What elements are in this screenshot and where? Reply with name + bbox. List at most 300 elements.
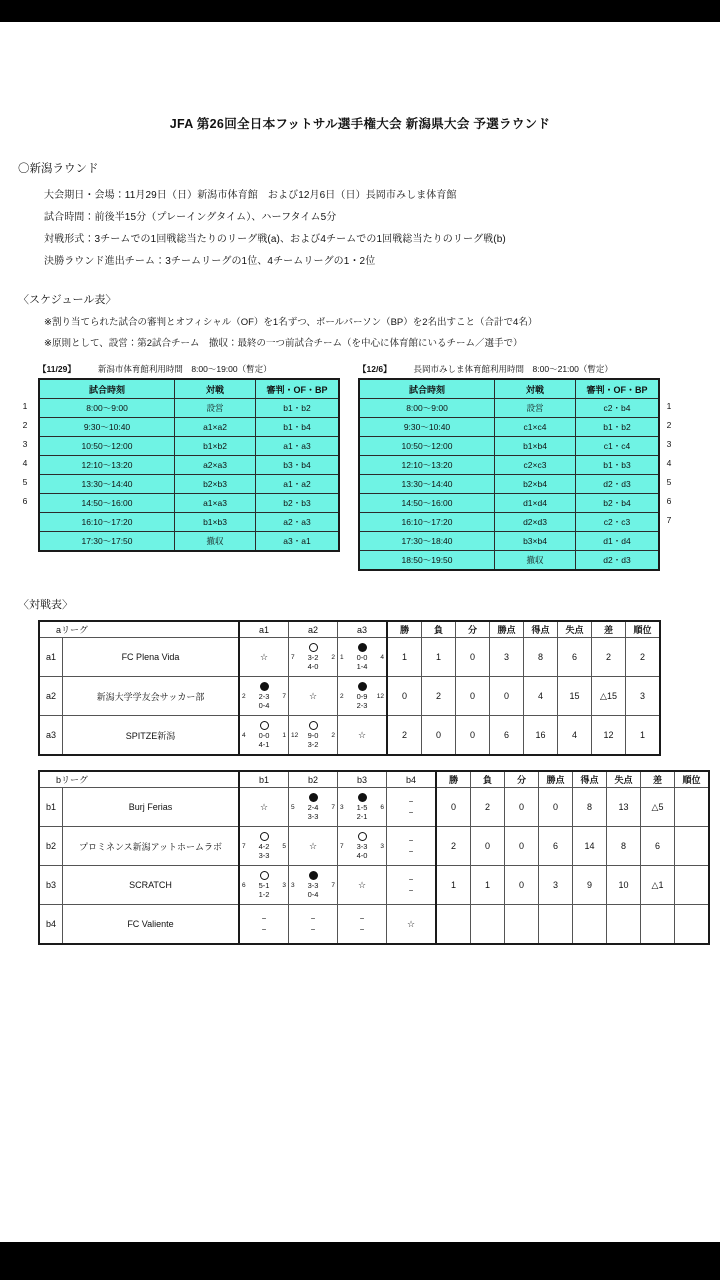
- match-cell-a1-vs-a3: [338, 638, 388, 677]
- match-cell-a1-vs-a1: [239, 638, 289, 677]
- schedule-row-number: 7: [666, 515, 672, 525]
- league-heading: 〈対戦表〉: [18, 599, 73, 611]
- schedule-cell-referee: d2・d3: [576, 475, 660, 494]
- table-row: [39, 494, 339, 513]
- stat-勝点: 3: [490, 638, 524, 677]
- stat-失点: [607, 905, 641, 945]
- schedule-day1-venue: [38, 363, 340, 375]
- team-name: SCRATCH: [63, 866, 240, 905]
- match-scores: 0-9 2-3: [356, 692, 368, 710]
- stat-勝点: 3: [539, 866, 573, 905]
- schedule-row-number: 2: [666, 420, 672, 430]
- stat-header-3: 勝点: [490, 621, 524, 638]
- match-scores: 4-2 3-3: [258, 842, 270, 860]
- stat-順位: [675, 905, 710, 945]
- points-for: 2: [242, 693, 246, 700]
- stat-順位: [675, 827, 710, 866]
- table-row: [39, 788, 709, 827]
- stat-header-7: 順位: [626, 621, 661, 638]
- schedule-cell-referee: b1・b2: [256, 399, 340, 418]
- table-row: [359, 437, 659, 456]
- stat-header-5: 失点: [558, 621, 592, 638]
- table-row: [359, 513, 659, 532]
- team-name: FC Plena Vida: [63, 638, 240, 677]
- navigation-bar: [0, 1242, 720, 1280]
- schedule-cell-time: 10:50〜12:00: [39, 437, 175, 456]
- schedule-day2-table: [358, 378, 660, 571]
- team-name: Burj Ferias: [63, 788, 240, 827]
- stat-勝: [436, 905, 471, 945]
- schedule-cell-time: 12:10〜13:20: [39, 456, 175, 475]
- schedule-row-number-blank: [16, 378, 34, 397]
- table-row: [39, 513, 339, 532]
- self-marker: ☆: [357, 879, 367, 890]
- stat-header-1: 負: [422, 621, 456, 638]
- schedule-row-number: 4: [22, 458, 28, 468]
- stat-失点: 15: [558, 677, 592, 716]
- stat-順位: 2: [626, 638, 661, 677]
- stat-勝点: 0: [490, 677, 524, 716]
- stat-勝: 2: [436, 827, 471, 866]
- team-code: a3: [39, 716, 63, 756]
- self-marker: ☆: [259, 801, 269, 812]
- points-against: 7: [331, 882, 335, 889]
- stat-失点: 8: [607, 827, 641, 866]
- opponent-header-b2: b2: [289, 771, 338, 788]
- stat-分: 0: [456, 638, 490, 677]
- match-cell-a2-vs-a1: [239, 677, 289, 716]
- self-marker: ☆: [406, 918, 416, 929]
- schedule-cell-match: b3×b4: [495, 532, 576, 551]
- win-circle-icon: [260, 832, 269, 841]
- schedule-row-number: 1: [22, 401, 28, 411]
- stat-差: △5: [641, 788, 675, 827]
- stat-得点: 14: [573, 827, 607, 866]
- schedule-cell-time: 13:30〜14:40: [359, 475, 495, 494]
- match-cell-a3-vs-a3: [338, 716, 388, 756]
- stat-header-4: 得点: [573, 771, 607, 788]
- schedule-row-number: 2: [22, 420, 28, 430]
- match-scores: 3-3 0-4: [307, 881, 319, 899]
- schedule-cell-match: c1×c4: [495, 418, 576, 437]
- stat-得点: 8: [573, 788, 607, 827]
- schedule-day2-venue-text: 長岡市みしま体育館利用時間 8:00〜21:00（暫定）: [413, 364, 613, 374]
- schedule-cell-referee: d2・d3: [576, 551, 660, 571]
- schedule-cell-time: 16:10〜17:20: [359, 513, 495, 532]
- stat-分: [505, 905, 539, 945]
- schedule-cell-referee: b1・b4: [256, 418, 340, 437]
- points-against: 7: [331, 804, 335, 811]
- match-scores: 0-0 4-1: [258, 731, 270, 749]
- schedule-day2-row-numbers: [660, 378, 678, 549]
- stat-header-1: 負: [471, 771, 505, 788]
- team-name: プロミネンス新潟アットホームラボ: [63, 827, 240, 866]
- schedule-cell-referee: a1・a3: [256, 437, 340, 456]
- points-for: 5: [291, 804, 295, 811]
- schedule-cell-time: 13:30〜14:40: [39, 475, 175, 494]
- table-row: [39, 532, 339, 552]
- match-cell-b1-vs-b4: [387, 788, 437, 827]
- stat-負: 0: [422, 716, 456, 756]
- stat-分: 0: [456, 677, 490, 716]
- table-row: [39, 866, 709, 905]
- league-a-table: [38, 620, 661, 756]
- schedule-cell-referee: a2・a3: [256, 513, 340, 532]
- schedule-cell-time: 14:50〜16:00: [359, 494, 495, 513]
- opponent-header-b4: b4: [387, 771, 437, 788]
- points-for: 7: [291, 654, 295, 661]
- schedule-cell-time: 14:50〜16:00: [39, 494, 175, 513]
- schedule-row-number-blank: [16, 511, 34, 530]
- stat-分: 0: [505, 788, 539, 827]
- table-row: [39, 475, 339, 494]
- table-row: [39, 399, 339, 418]
- schedule-cell-match: 設営: [495, 399, 576, 418]
- schedule-cell-match: 撤収: [175, 532, 256, 552]
- col-header-time: 試合時刻: [39, 379, 175, 399]
- schedule-cell-referee: c2・b4: [576, 399, 660, 418]
- team-code: b3: [39, 866, 63, 905]
- match-cell-b2-vs-b1: [239, 827, 289, 866]
- schedule-row-number: 3: [666, 439, 672, 449]
- schedule-row-number: 6: [22, 496, 28, 506]
- points-for: 7: [340, 843, 344, 850]
- schedule-cell-time: 9:30〜10:40: [359, 418, 495, 437]
- points-against: 7: [282, 693, 286, 700]
- match-scores: 1-5 2-1: [356, 803, 368, 821]
- points-against: 4: [380, 654, 384, 661]
- table-row: [39, 437, 339, 456]
- league-title-row: [39, 621, 660, 638]
- win-circle-icon: [260, 721, 269, 730]
- schedule-cell-referee: c1・c4: [576, 437, 660, 456]
- stat-header-7: 順位: [675, 771, 710, 788]
- match-cell-b1-vs-b3: [338, 788, 387, 827]
- schedule-cell-time: 9:30〜10:40: [39, 418, 175, 437]
- team-code: b1: [39, 788, 63, 827]
- stat-勝: 1: [387, 638, 422, 677]
- schedule-row-number: 6: [666, 496, 672, 506]
- table-row: [359, 532, 659, 551]
- points-for: 12: [291, 732, 299, 739]
- match-cell-b3-vs-b2: [289, 866, 338, 905]
- no-result: − −: [261, 914, 267, 934]
- stat-得点: 4: [524, 677, 558, 716]
- schedule-day2-venue: [358, 363, 660, 375]
- schedule-cell-match: d2×d3: [495, 513, 576, 532]
- tournament-info: [0, 186, 720, 267]
- stat-失点: 13: [607, 788, 641, 827]
- points-against: 1: [282, 732, 286, 739]
- schedule-cell-match: b2×b4: [495, 475, 576, 494]
- col-header-ref: 審判・OF・BP: [576, 379, 660, 399]
- stat-header-3: 勝点: [539, 771, 573, 788]
- match-scores: 9-0 3-2: [307, 731, 319, 749]
- points-for: 3: [340, 804, 344, 811]
- points-for: 2: [340, 693, 344, 700]
- team-code: b4: [39, 905, 63, 945]
- stat-勝点: 6: [490, 716, 524, 756]
- schedule-cell-referee: b1・b2: [576, 418, 660, 437]
- schedule-cell-referee: a3・a1: [256, 532, 340, 552]
- schedule-cell-time: 17:30〜18:40: [359, 532, 495, 551]
- schedule-tables: [0, 363, 720, 578]
- stat-得点: 9: [573, 866, 607, 905]
- no-result: − −: [408, 836, 414, 856]
- win-circle-icon: [358, 832, 367, 841]
- table-row: [359, 551, 659, 571]
- team-code: a2: [39, 677, 63, 716]
- schedule-cell-match: b1×b4: [495, 437, 576, 456]
- schedule-cell-referee: b1・b3: [576, 456, 660, 475]
- match-cell-b4-vs-b4: [387, 905, 437, 945]
- match-cell-a3-vs-a2: [289, 716, 338, 756]
- schedule-cell-match: c2×c3: [495, 456, 576, 475]
- schedule-cell-match: b1×b2: [175, 437, 256, 456]
- stat-勝: 2: [387, 716, 422, 756]
- schedule-cell-referee: d1・d4: [576, 532, 660, 551]
- match-scores: 5-1 1-2: [258, 881, 270, 899]
- schedule-row-number: 3: [22, 439, 28, 449]
- match-cell-b4-vs-b1: [239, 905, 289, 945]
- schedule-day1-row-numbers: [16, 378, 34, 530]
- stat-差: 6: [641, 827, 675, 866]
- stat-header-5: 失点: [607, 771, 641, 788]
- table-row: [359, 475, 659, 494]
- stat-順位: 1: [626, 716, 661, 756]
- points-against: 6: [380, 804, 384, 811]
- schedule-day2: [358, 363, 660, 571]
- loss-filled-circle-icon: [358, 682, 367, 691]
- schedule-cell-referee: c2・c3: [576, 513, 660, 532]
- no-result: − −: [359, 914, 365, 934]
- match-cell-b1-vs-b1: [239, 788, 289, 827]
- stat-順位: 3: [626, 677, 661, 716]
- no-result: − −: [408, 875, 414, 895]
- schedule-cell-match: b1×b3: [175, 513, 256, 532]
- schedule-row-number: 5: [666, 477, 672, 487]
- stat-勝: 0: [387, 677, 422, 716]
- stat-負: 1: [471, 866, 505, 905]
- col-header-match: 対戦: [175, 379, 256, 399]
- points-for: 3: [291, 882, 295, 889]
- match-cell-a3-vs-a1: [239, 716, 289, 756]
- stat-分: 0: [456, 716, 490, 756]
- self-marker: ☆: [259, 651, 269, 662]
- table-row: [359, 399, 659, 418]
- win-circle-icon: [260, 871, 269, 880]
- team-code: b2: [39, 827, 63, 866]
- round-heading: 〇新潟ラウンド: [18, 163, 99, 175]
- league-title-row: [39, 771, 709, 788]
- document-page: [0, 22, 720, 1242]
- stat-分: 0: [505, 866, 539, 905]
- team-name: 新潟大学学友会サッカー部: [63, 677, 240, 716]
- stat-差: △1: [641, 866, 675, 905]
- self-marker: ☆: [357, 729, 367, 740]
- league-b-table: [38, 770, 710, 945]
- table-row: [359, 494, 659, 513]
- schedule-cell-referee: b2・b4: [576, 494, 660, 513]
- stat-header-6: 差: [641, 771, 675, 788]
- stat-失点: 4: [558, 716, 592, 756]
- stat-負: 2: [422, 677, 456, 716]
- loss-filled-circle-icon: [358, 793, 367, 802]
- col-header-ref: 審判・OF・BP: [256, 379, 340, 399]
- match-cell-b3-vs-b3: [338, 866, 387, 905]
- match-cell-b2-vs-b3: [338, 827, 387, 866]
- team-name: FC Valiente: [63, 905, 240, 945]
- match-cell-b3-vs-b1: [239, 866, 289, 905]
- stat-勝点: [539, 905, 573, 945]
- points-for: 7: [242, 843, 246, 850]
- loss-filled-circle-icon: [309, 793, 318, 802]
- win-circle-icon: [309, 721, 318, 730]
- stat-失点: 10: [607, 866, 641, 905]
- schedule-note-officials: ※割り当てられた試合の審判とオフィシャル（OF）を1名ずつ、ボールパーソン（BP）を2名出すこと（合計で4名）: [44, 317, 538, 328]
- table-row: [39, 638, 660, 677]
- schedule-cell-match: 撤収: [495, 551, 576, 571]
- schedule-cell-time: 8:00〜9:00: [359, 399, 495, 418]
- stat-差: 12: [592, 716, 626, 756]
- opponent-header-a2: a2: [289, 621, 338, 638]
- opponent-header-b1: b1: [239, 771, 289, 788]
- info-line-date-venue: 大会期日・会場：11月29日（日）新潟市体育館 および12月6日（日）長岡市みしま体育館: [44, 190, 457, 201]
- stat-header-0: 勝: [436, 771, 471, 788]
- self-marker: ☆: [308, 690, 318, 701]
- table-header-row: [39, 379, 339, 399]
- col-header-match: 対戦: [495, 379, 576, 399]
- table-row: [39, 677, 660, 716]
- schedule-cell-time: 12:10〜13:20: [359, 456, 495, 475]
- stat-得点: 16: [524, 716, 558, 756]
- schedule-row-number: 5: [22, 477, 28, 487]
- stat-負: 1: [422, 638, 456, 677]
- points-against: 2: [331, 732, 335, 739]
- info-line-advancing: 決勝ラウンド進出チーム：3チームリーグの1位、4チームリーグの1・2位: [44, 256, 376, 267]
- match-scores: 3-2 4-0: [307, 653, 319, 671]
- table-row: [359, 456, 659, 475]
- match-cell-a1-vs-a2: [289, 638, 338, 677]
- league-b-title: bリーグ: [39, 771, 239, 788]
- stat-header-2: 分: [505, 771, 539, 788]
- table-row: [39, 456, 339, 475]
- schedule-cell-time: 17:30〜17:50: [39, 532, 175, 552]
- team-name: SPITZE新潟: [63, 716, 240, 756]
- match-cell-b1-vs-b2: [289, 788, 338, 827]
- points-for: 4: [242, 732, 246, 739]
- schedule-note-setup: ※原則として、設営：第2試合チーム 撤収：最終の一つ前試合チーム（を中心に体育館にいるチーム／選手で）: [44, 338, 523, 349]
- match-cell-b2-vs-b4: [387, 827, 437, 866]
- loss-filled-circle-icon: [309, 871, 318, 880]
- no-result: − −: [408, 797, 414, 817]
- stat-差: 2: [592, 638, 626, 677]
- schedule-row-number: 4: [666, 458, 672, 468]
- info-line-format: 対戦形式：3チームでの1回戦総当たりのリーグ戦(a)、および4チームでの1回戦総当たりのリーグ戦(b): [44, 234, 506, 245]
- table-row: [39, 418, 339, 437]
- stat-負: 0: [471, 827, 505, 866]
- status-bar: [0, 0, 720, 22]
- match-cell-a2-vs-a2: [289, 677, 338, 716]
- schedule-cell-time: 8:00〜9:00: [39, 399, 175, 418]
- table-header-row: [359, 379, 659, 399]
- loss-filled-circle-icon: [260, 682, 269, 691]
- schedule-day2-date-tag: 【12/6】: [358, 364, 392, 374]
- info-line-match-time: 試合時間：前後半15分（プレーイングタイム）、ハーフタイム5分: [44, 212, 337, 223]
- stat-勝点: 6: [539, 827, 573, 866]
- schedule-day1-date-tag: 【11/29】: [38, 364, 76, 374]
- points-against: 3: [282, 882, 286, 889]
- stat-失点: 6: [558, 638, 592, 677]
- loss-filled-circle-icon: [358, 643, 367, 652]
- schedule-cell-match: 設営: [175, 399, 256, 418]
- match-cell-b4-vs-b2: [289, 905, 338, 945]
- stat-勝: 1: [436, 866, 471, 905]
- stat-header-4: 得点: [524, 621, 558, 638]
- points-for: 6: [242, 882, 246, 889]
- match-scores: 3-3 4-0: [356, 842, 368, 860]
- schedule-cell-match: b2×b3: [175, 475, 256, 494]
- stat-順位: [675, 866, 710, 905]
- stat-header-2: 分: [456, 621, 490, 638]
- match-cell-b2-vs-b2: [289, 827, 338, 866]
- self-marker: ☆: [308, 840, 318, 851]
- col-header-time: 試合時刻: [359, 379, 495, 399]
- table-row: [39, 905, 709, 945]
- schedule-cell-referee: b3・b4: [256, 456, 340, 475]
- schedule-row-number-blank: [660, 530, 678, 549]
- stat-分: 0: [505, 827, 539, 866]
- team-code: a1: [39, 638, 63, 677]
- stat-header-6: 差: [592, 621, 626, 638]
- schedule-cell-referee: b2・b3: [256, 494, 340, 513]
- stat-得点: [573, 905, 607, 945]
- schedule-cell-match: a1×a2: [175, 418, 256, 437]
- table-row: [39, 716, 660, 756]
- match-cell-b4-vs-b3: [338, 905, 387, 945]
- schedule-day1: [38, 363, 340, 552]
- schedule-heading: 〈スケジュール表〉: [18, 294, 117, 306]
- schedule-cell-time: 10:50〜12:00: [359, 437, 495, 456]
- stat-負: [471, 905, 505, 945]
- league-a-title: aリーグ: [39, 621, 239, 638]
- points-for: 1: [340, 654, 344, 661]
- stat-得点: 8: [524, 638, 558, 677]
- schedule-day1-venue-text: 新潟市体育館利用時間 8:00〜19:00（暫定）: [97, 364, 272, 374]
- points-against: 12: [376, 693, 384, 700]
- schedule-cell-time: 18:50〜19:50: [359, 551, 495, 571]
- match-scores: 2-4 3-3: [307, 803, 319, 821]
- no-result: − −: [310, 914, 316, 934]
- opponent-header-a1: a1: [239, 621, 289, 638]
- table-row: [359, 418, 659, 437]
- points-against: 2: [331, 654, 335, 661]
- stat-勝点: 0: [539, 788, 573, 827]
- page-title: JFA 第26回全日本フットサル選手権大会 新潟県大会 予選ラウンド: [169, 117, 551, 131]
- stat-header-0: 勝: [387, 621, 422, 638]
- opponent-header-b3: b3: [338, 771, 387, 788]
- match-cell-b3-vs-b4: [387, 866, 437, 905]
- stat-差: △15: [592, 677, 626, 716]
- schedule-cell-referee: a1・a2: [256, 475, 340, 494]
- stat-順位: [675, 788, 710, 827]
- schedule-cell-time: 16:10〜17:20: [39, 513, 175, 532]
- schedule-cell-match: a2×a3: [175, 456, 256, 475]
- points-against: 3: [380, 843, 384, 850]
- match-scores: 0-0 1-4: [356, 653, 368, 671]
- match-cell-a2-vs-a3: [338, 677, 388, 716]
- stat-勝: 0: [436, 788, 471, 827]
